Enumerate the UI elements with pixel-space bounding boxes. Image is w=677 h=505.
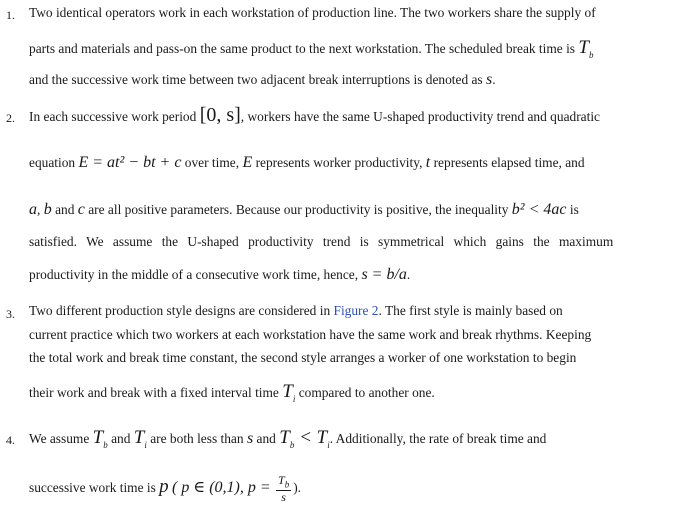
math-p: p bbox=[159, 475, 169, 497]
math-s: s bbox=[486, 71, 493, 88]
text-line: the total work and break time constant, the second style arranges a worker of one workstation to begin bbox=[29, 350, 577, 365]
math-t: t bbox=[425, 154, 431, 171]
text-line: and the successive work time between two adjacent break interruptions is denoted as s. bbox=[29, 71, 496, 88]
item-number: 3. bbox=[6, 307, 15, 321]
math-ti: $T_i$ bbox=[133, 427, 147, 450]
math-E: E bbox=[242, 154, 253, 171]
text-line: We assume $T_b$ and $T_i$ are both less than s and $T_b < T_i$. Additionally, the rate of break time and bbox=[29, 427, 547, 450]
text-line: a, b and c are all positive parameters. Because our productivity is positive, the inequality b² < 4ac is bbox=[29, 201, 579, 218]
item-number: 1. bbox=[6, 8, 15, 22]
math-condition: ( p ∈ (0,1), p = bbox=[172, 478, 271, 496]
math-inequality: $T_b < T_i$ bbox=[279, 427, 330, 450]
text-line: Two different production style designs are considered in Figure 2. The first style is mainly based on bbox=[29, 303, 563, 318]
math-inequality: b² < 4ac bbox=[511, 201, 567, 218]
text-line: successive work time is p ( p ∈ (0,1), p = $\frac{T_b}{s}$ ). bbox=[29, 473, 302, 505]
text-line: equation E = at² − bt + c over time, E represents worker productivity, t represents elapsed time, and bbox=[29, 154, 585, 171]
math-s-equals: s = b/a bbox=[361, 266, 407, 283]
math-equation: E = at² − bt + c bbox=[78, 154, 182, 171]
math-ti: $T_i$ bbox=[282, 381, 296, 404]
item-number: 2. bbox=[6, 111, 15, 125]
text-line: Two identical operators work in each workstation of production line. The two workers share the supply of bbox=[29, 5, 596, 20]
text-line: parts and materials and pass-on the same product to the next workstation. The scheduled break time is $T_b$ bbox=[29, 37, 594, 60]
text-line: satisfied. We assume the U-shaped productivity trend is symmetrical which gains the maximum bbox=[29, 234, 614, 249]
text-line: current practice which two workers at each workstation have the same work and break rhythms. Keeping bbox=[29, 327, 592, 342]
item-number: 4. bbox=[6, 433, 15, 447]
math-tb: $T_b$ bbox=[92, 427, 108, 450]
text-line: In each successive work period [0, s], workers have the same U-shaped productivity trend and quadratic bbox=[29, 104, 600, 126]
text-line: their work and break with a fixed interval time $T_i$ compared to another one. bbox=[29, 381, 435, 404]
math-tb: $T_b$ bbox=[578, 37, 594, 60]
math-interval: [0, s] bbox=[199, 104, 241, 126]
figure-link[interactable]: Figure 2 bbox=[333, 303, 379, 318]
text-line: productivity in the middle of a consecutive work time, hence, s = b/a. bbox=[29, 266, 411, 283]
math-fraction: $\frac{T_b}{s}$ bbox=[278, 473, 290, 505]
math-s: s bbox=[246, 430, 254, 447]
